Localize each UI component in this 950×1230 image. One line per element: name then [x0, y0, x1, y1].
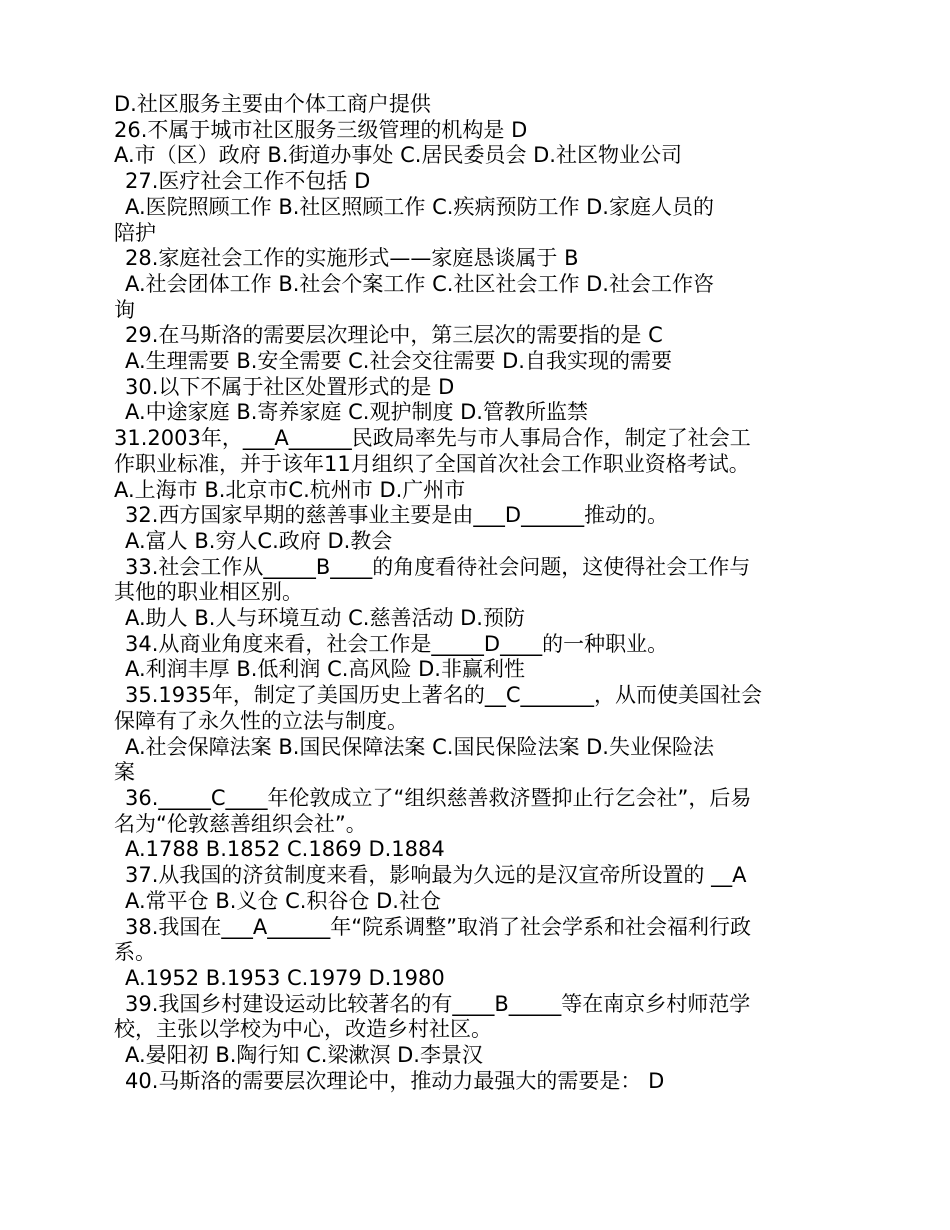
text-line: A.中途家庭 B.寄养家庭 C.观护制度 D.管教所监禁 [125, 400, 588, 425]
text-line: 29.在马斯洛的需要层次理论中，第三层次的需要指的是 C [125, 323, 663, 348]
text-line: A.富人 B.穷人C.政府 D.教会 [125, 528, 393, 553]
text-line: A.医院照顾工作 B.社区照顾工作 C.疾病预防工作 D.家庭人员的 [125, 194, 714, 219]
text-line: 保障有了永久性的立法与制度。 [114, 708, 408, 733]
text-line: 名为“伦敦慈善组织会社”。 [114, 811, 367, 836]
document-page [114, 92, 844, 1094]
text-line: 26.不属于城市社区服务三级管理的机构是 D [114, 117, 528, 142]
text-line: 37.从我国的济贫制度来看，影响最为久远的是汉宣帝所设置的 __A [125, 863, 747, 888]
text-line: A.利润丰厚 B.低利润 C.高风险 D.非赢利性 [125, 657, 525, 682]
text-line: A.生理需要 B.安全需要 C.社会交往需要 D.自我实现的需要 [125, 349, 672, 374]
text-line: D.社区服务主要由个体工商户提供 [114, 92, 431, 116]
text-line: 34.从商业角度来看，社会工作是_____D____的一种职业。 [125, 631, 669, 656]
text-line: A.社会保障法案 B.国民保障法案 C.国民保险法案 D.失业保险法 [125, 734, 714, 759]
text-line: 40.马斯洛的需要层次理论中，推动力最强大的需要是： D [125, 1068, 665, 1093]
text-line: A.1952 B.1953 C.1979 D.1980 [125, 965, 445, 990]
text-line: 38.我国在___A______年“院系调整”取消了社会学系和社会福利行政 [125, 914, 752, 939]
text-line: 系。 [114, 940, 156, 965]
text-line: A.晏阳初 B.陶行知 C.梁漱溟 D.李景汉 [125, 1043, 483, 1068]
text-line: 36._____C____年伦敦成立了“组织慈善救济暨抑止行乞会社”，后易 [125, 785, 752, 810]
text-line: 33.社会工作从_____B____的角度看待社会问题，这使得社会工作与 [125, 554, 751, 579]
text-line: 陪护 [114, 220, 156, 245]
text-line: A.社会团体工作 B.社会个案工作 C.社区社会工作 D.社会工作咨 [125, 271, 714, 296]
text-line: A.常平仓 B.义仓 C.积谷仓 D.社仓 [125, 888, 441, 913]
text-line: 39.我国乡村建设运动比较著名的有____B_____等在南京乡村师范学 [125, 991, 751, 1016]
text-line: 35.1935年，制定了美国历史上著名的__C_______，从而使美国社会 [125, 683, 763, 708]
text-line: 作职业标准，并于该年11月组织了全国首次社会工作职业资格考试。 [114, 451, 750, 476]
text-line: A.1788 B.1852 C.1869 D.1884 [125, 837, 445, 862]
text-line: 27.医疗社会工作不包括 D [125, 169, 371, 194]
text-line: 32.西方国家早期的慈善事业主要是由___D______推动的。 [125, 503, 669, 528]
text-line: 30.以下不属于社区处置形式的是 D [125, 374, 455, 399]
text-line: 其他的职业相区别。 [114, 580, 303, 605]
text-line: 案 [114, 760, 135, 785]
text-line: 28.家庭社会工作的实施形式——家庭恳谈属于 B [125, 246, 579, 271]
text-line: 询 [114, 297, 135, 322]
text-line: A.上海市 B.北京市C.杭州市 D.广州市 [114, 477, 466, 502]
text-line: A.助人 B.人与环境互动 C.慈善活动 D.预防 [125, 606, 525, 631]
text-line: A.市（区）政府 B.街道办事处 C.居民委员会 D.社区物业公司 [114, 143, 682, 168]
text-line: 31.2003年，___A______民政局率先与市人事局合作，制定了社会工 [114, 426, 751, 451]
text-line: 校，主张以学校为中心，改造乡村社区。 [114, 1017, 492, 1042]
